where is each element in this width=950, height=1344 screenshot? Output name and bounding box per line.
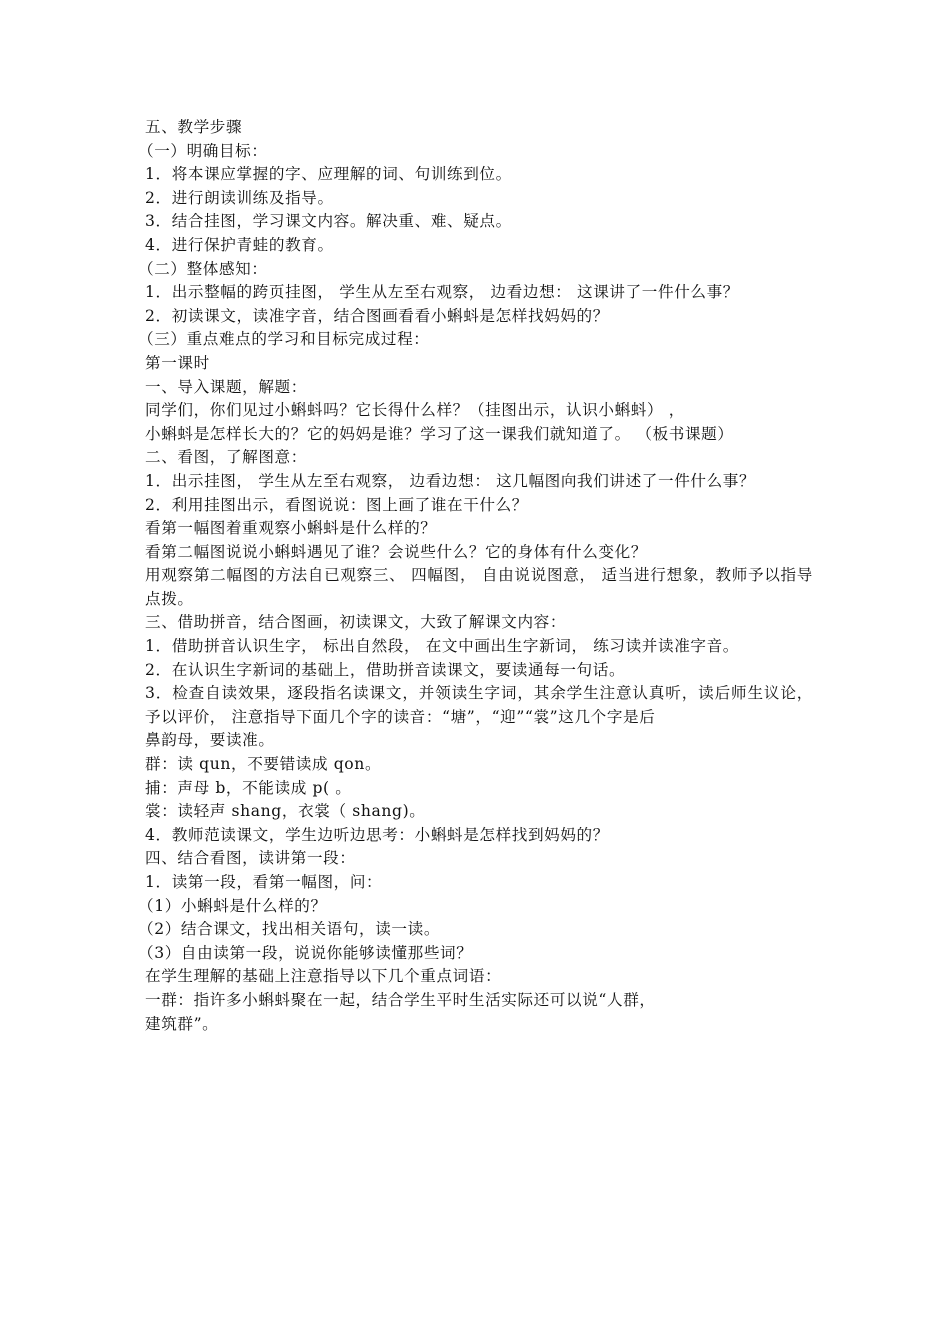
list-item: 1．出示挂图， 学生从左至右观察， 边看边想： 这几幅图向我们讲述了一件什么事？ [145, 471, 756, 490]
list-item: 4．进行保护青蛙的教育。 [145, 235, 334, 254]
paragraph: 建筑群”。 [145, 1014, 219, 1033]
paragraph: 鼻韵母，要读准。 [145, 731, 275, 750]
subsection-heading: （二）整体感知： [138, 259, 268, 278]
list-item: 2．在认识生字新词的基础上，借助拼音读课文，要读通每一句话。 [145, 660, 626, 679]
list-item: 2．初读课文，读准字音，结合图画看看小蝌蚪是怎样找妈妈的？ [145, 306, 609, 325]
section-heading: 四、结合看图，读讲第一段： [145, 849, 356, 868]
list-item: 1．将本课应掌握的字、应理解的词、句训练到位。 [145, 165, 512, 184]
list-item: 4．教师范读课文，学生边听边思考：小蝌蚪是怎样找到妈妈的？ [145, 825, 609, 844]
subsection-heading: （一）明确目标： [138, 141, 268, 160]
list-item: 3．检查自读效果，逐段指名读课文，并领读生字词，其余学生注意认真听，读后师生议论，予以评价， 注意指导下面几个字的读音：“塘”，“迎”“裳”这几个字是后 [145, 684, 813, 726]
subsection-heading: （三）重点难点的学习和目标完成过程： [138, 330, 430, 349]
sub-list-item: （1）小蝌蚪是什么样的？ [138, 896, 327, 915]
pronunciation-note: 裳：读轻声 shang，衣裳（ shang)。 [145, 802, 426, 821]
lesson-heading: 第一课时 [145, 353, 210, 372]
paragraph: 一群：指许多小蝌蚪聚在一起，结合学生平时生活实际还可以说“人群， [145, 990, 656, 1009]
paragraph: 在学生理解的基础上注意指导以下几个重点词语： [145, 967, 502, 986]
list-item: 1．出示整幅的跨页挂图， 学生从左至右观察， 边看边想： 这课讲了一件什么事？ [145, 283, 739, 302]
section-heading: 一、导入课题，解题： [145, 377, 307, 396]
sub-list-item: （2）结合课文，找出相关语句，读一读。 [138, 920, 441, 939]
paragraph: 看第二幅图说说小蝌蚪遇见了谁？会说些什么？它的身体有什么变化？ [145, 542, 648, 561]
list-item: 1．借助拼音认识生字， 标出自然段， 在文中画出生字新词， 练习读并读准字音。 [145, 637, 739, 656]
paragraph: 同学们，你们见过小蝌蚪吗？它长得什么样？（挂图出示，认识小蝌蚪） ， [145, 401, 685, 420]
document-body [138, 116, 813, 1036]
paragraph: 看第一幅图着重观察小蝌蚪是什么样的？ [145, 519, 437, 538]
pronunciation-note: 捕：声母 b，不能读成 p( 。 [145, 778, 352, 797]
list-item: 3．结合挂图，学习课文内容。解决重、难、疑点。 [145, 212, 512, 231]
section-heading: 三、借助拼音，结合图画，初读课文，大致了解课文内容： [145, 613, 567, 632]
list-item: 1．读第一段，看第一幅图，问： [145, 873, 383, 891]
paragraph: 小蝌蚪是怎样长大的？它的妈妈是谁？学习了这一课我们就知道了。 （板书课题） [145, 424, 734, 443]
section-heading: 二、看图，了解图意： [145, 448, 307, 467]
sub-list-item: （3）自由读第一段，说说你能够读懂那些词？ [138, 943, 473, 962]
pronunciation-note: 群：读 qun，不要错读成 qon。 [145, 755, 382, 774]
list-item: 2．利用挂图出示，看图说说：图上画了谁在干什么？ [145, 495, 528, 514]
list-item: 2．进行朗读训练及指导。 [145, 188, 334, 207]
section-heading: 五、教学步骤 [145, 118, 243, 136]
paragraph: 用观察第二幅图的方法自已观察三、 四幅图， 自由说说图意， 适当进行想象，教师予以指导点拨。 [145, 566, 813, 608]
